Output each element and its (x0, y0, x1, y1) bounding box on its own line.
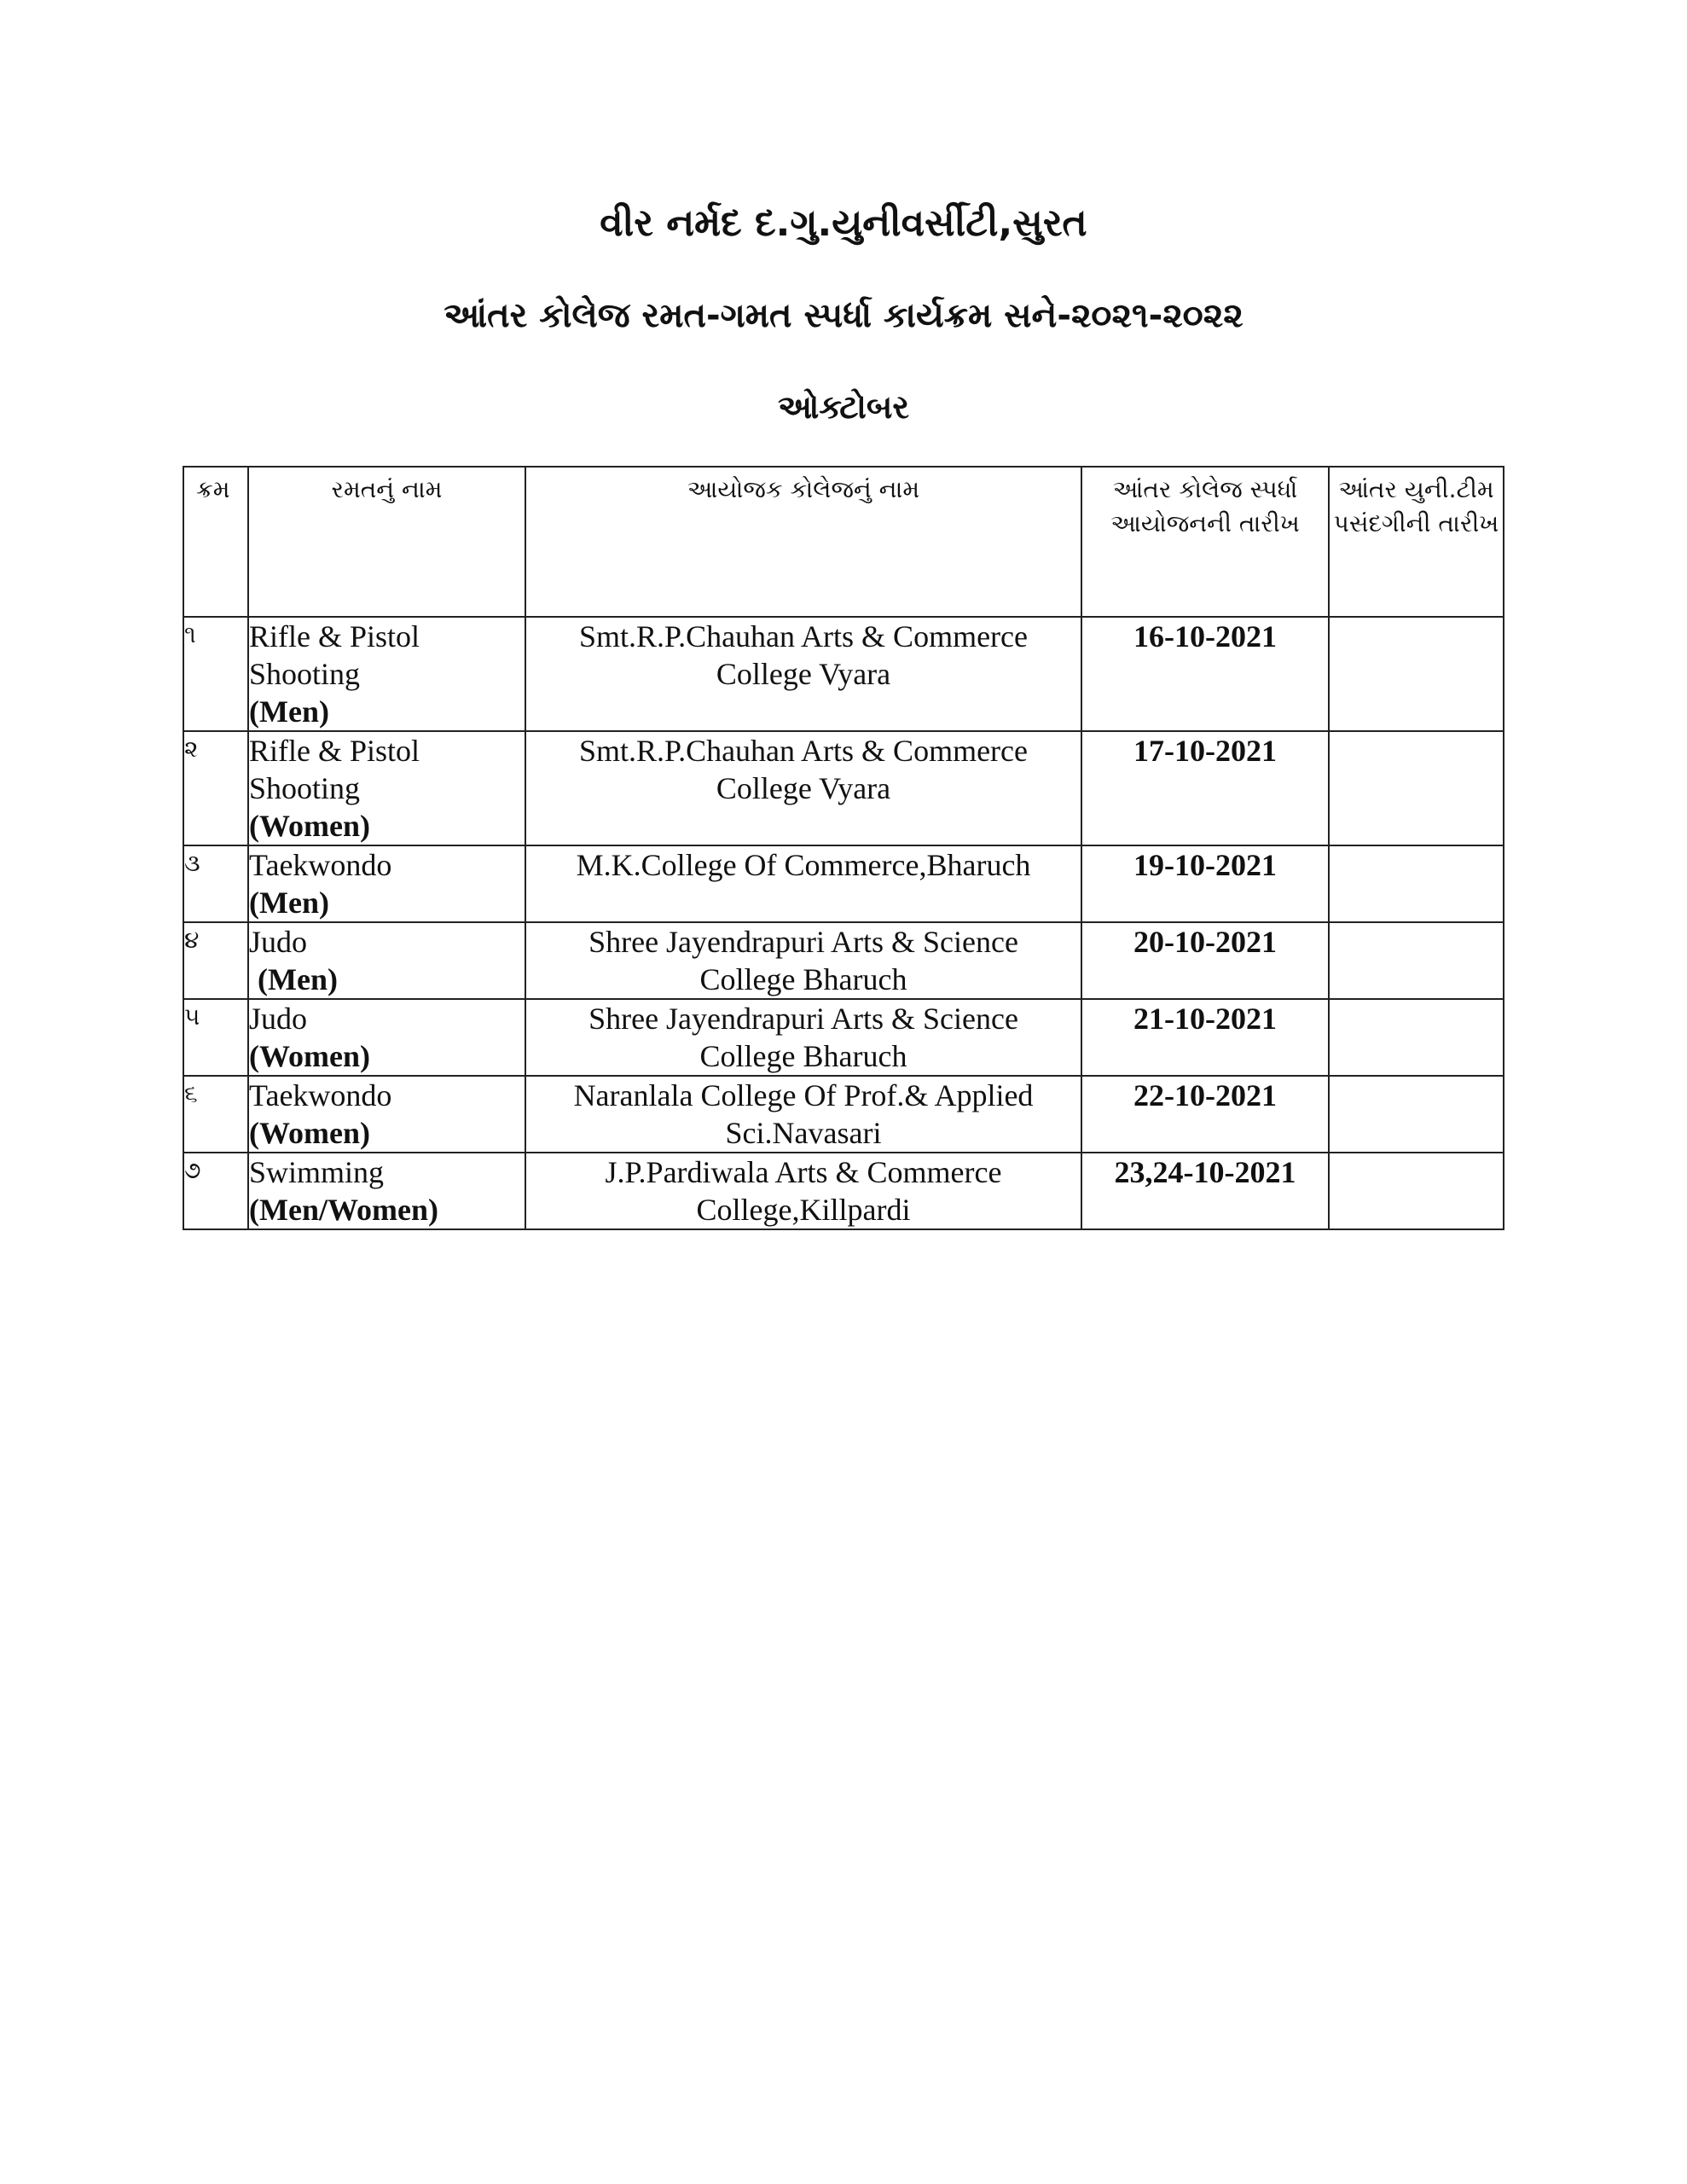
row-number: ૧ (183, 617, 248, 731)
header-college: આયોજક કોલેજનું નામ (525, 467, 1081, 617)
organizing-college (525, 1076, 1081, 1153)
header-game: રમતનું નામ (248, 467, 525, 617)
competition-date: 22-10-2021 (1081, 1076, 1329, 1153)
college-line: College Vyara (716, 657, 891, 691)
college-line: M.K.College Of Commerce,Bharuch (576, 848, 1031, 882)
game-category: (Women) (249, 809, 370, 843)
game-name (248, 1076, 525, 1153)
game-category: (Men) (249, 694, 329, 729)
competition-date: 17-10-2021 (1081, 731, 1329, 845)
game-name (248, 999, 525, 1076)
table-row (183, 999, 1504, 1076)
college-line: Shree Jayendrapuri Arts & Science (588, 1002, 1018, 1036)
college-line: Smt.R.P.Chauhan Arts & Commerce (579, 619, 1028, 653)
row-number: ૫ (183, 999, 248, 1076)
college-line: Shree Jayendrapuri Arts & Science (588, 925, 1018, 959)
row-number: ૨ (183, 731, 248, 845)
competition-date: 23,24-10-2021 (1081, 1153, 1329, 1229)
header-inter-college-date: આંતર કોલેજ સ્પર્ધા આયોજનની તારીખ (1081, 467, 1329, 617)
game-name-line: Judo (249, 1002, 308, 1036)
schedule-table (183, 466, 1504, 1230)
table-row (183, 922, 1504, 999)
game-name-line: Taekwondo (249, 848, 392, 882)
competition-date: 19-10-2021 (1081, 845, 1329, 922)
college-line: Sci.Navasari (725, 1116, 882, 1150)
competition-date: 21-10-2021 (1081, 999, 1329, 1076)
game-name (248, 922, 525, 999)
game-name-line: Judo (249, 925, 308, 959)
row-number: ૪ (183, 922, 248, 999)
game-name (248, 1153, 525, 1229)
game-name-line: Taekwondo (249, 1078, 392, 1112)
game-category: (Men/Women) (249, 1193, 438, 1227)
game-category: (Women) (249, 1116, 370, 1150)
college-line: College Bharuch (699, 962, 907, 996)
game-name-line: Shooting (249, 771, 361, 805)
competition-date: 16-10-2021 (1081, 617, 1329, 731)
row-number: ૭ (183, 1153, 248, 1229)
organizing-college (525, 922, 1081, 999)
university-title: વીર નર્મદ દ.ગુ.યુનીવર્સીટી,સુરત (600, 201, 1087, 245)
college-line: Naranlala College Of Prof.& Applied (573, 1078, 1034, 1112)
header-no: ક્રમ (183, 467, 248, 617)
row-number: ૬ (183, 1076, 248, 1153)
competition-date: 20-10-2021 (1081, 922, 1329, 999)
college-line: College,Killpardi (696, 1193, 911, 1227)
game-name (248, 731, 525, 845)
college-line: College Vyara (716, 771, 891, 805)
college-line: J.P.Pardiwala Arts & Commerce (605, 1155, 1002, 1189)
row-number: ૩ (183, 845, 248, 922)
table-row (183, 845, 1504, 922)
selection-date (1329, 617, 1504, 731)
game-category: (Men) (258, 962, 338, 996)
game-name-line: Rifle & Pistol (249, 619, 420, 653)
table-row (183, 1076, 1504, 1153)
table-row (183, 1153, 1504, 1229)
selection-date (1329, 845, 1504, 922)
table-header-row (183, 467, 1504, 617)
table-row (183, 617, 1504, 731)
selection-date (1329, 1153, 1504, 1229)
game-name-line: Swimming (249, 1155, 385, 1189)
organizing-college (525, 617, 1081, 731)
organizing-college (525, 1153, 1081, 1229)
selection-date (1329, 731, 1504, 845)
table-row (183, 731, 1504, 845)
month-heading: ઓક્ટોબર (777, 388, 910, 426)
game-name (248, 617, 525, 731)
selection-date (1329, 922, 1504, 999)
selection-date (1329, 999, 1504, 1076)
college-line: Smt.R.P.Chauhan Arts & Commerce (579, 734, 1028, 768)
organizing-college (525, 845, 1081, 922)
college-line: College Bharuch (699, 1039, 907, 1073)
header-team-selection-date: આંતર યુની.ટીમ પસંદગીની તારીખ (1329, 467, 1504, 617)
game-name-line: Shooting (249, 657, 361, 691)
game-name (248, 845, 525, 922)
game-category: (Women) (249, 1039, 370, 1073)
program-title: આંતર કોલેજ રમત-ગમત સ્પર્ધા કાર્યક્રમ સને-૨૦૨૧-૨૦૨૨ (443, 296, 1244, 335)
game-category: (Men) (249, 886, 329, 920)
selection-date (1329, 1076, 1504, 1153)
organizing-college (525, 731, 1081, 845)
organizing-college (525, 999, 1081, 1076)
game-name-line: Rifle & Pistol (249, 734, 420, 768)
